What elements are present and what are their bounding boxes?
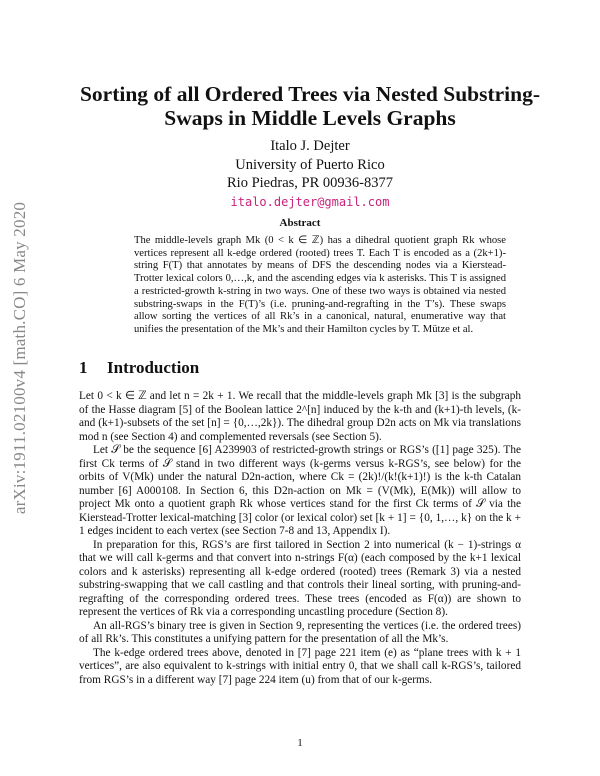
introduction-body [79, 390, 521, 687]
abstract-heading: Abstract [279, 217, 321, 229]
paragraph: The k-edge ordered trees above, denoted in [7] page 221 item (e) as “plane trees with k + 1 vertices”, are also equivalent to k-strings with initial entry 0, that we shall call k-RGS’s, tailored from RGS’s in a different way [7] page 224 item (u) from that of our k-germs. [79, 646, 521, 686]
arxiv-identifier-stamp [8, 145, 32, 570]
page-number: 1 [297, 737, 303, 749]
author-address: Rio Piedras, PR 00936-8377 [227, 175, 393, 191]
abstract-text: The middle-levels graph Mk (0 < k ∈ ℤ) has a dihedral quotient graph Rk whose vertices represent all k-edge ordered (rooted) trees T. Each T is encoded as a (2k+1)-string F(T) that annotates by means of DFS the descending nodes via a Kierstead-Trotter lexical colors 0,…,k, and the ascending edges via k asterisks. This T is assigned a restricted-growth k-string in two ways. One of these two ways is obtained via nested substring-swaps in the F(T)’s (i.e. pruning-and-regrafting in the T’s). These swaps allow sorting the vertices of all Rk’s in a canonical, natural, enumerative way that unifies the presentation of the Mk’s and their Hamilton cycles by T. Mütze et al. [134, 235, 506, 335]
author-block [60, 137, 560, 211]
paper-title: Sorting of all Ordered Trees via Nested Substring-Swaps in Middle Levels Graphs [79, 82, 541, 131]
paragraph: An all-RGS’s binary tree is given in Section 9, representing the vertices (i.e. the ordered trees) of all Rk’s. This constitutes a unifying pattern for the presentation of all the Mk’s. [79, 619, 521, 645]
paragraph: Let 0 < k ∈ ℤ and let n = 2k + 1. We recall that the middle-levels graph Mk [3] is the subgraph of the Hasse diagram [5] of the Boolean lattice 2^[n] induced by the k-th and (k+1)-th levels, (k- and (k+1)-subsets of the set [n] = {0,…,2k}). The dihedral group D2n acts on Mk via translations mod n (see Section 4) and complemented reversals (see Section 5). [79, 390, 521, 443]
paragraph: In preparation for this, RGS’s are first tailored in Section 2 into numerical (k − 1)-strings α that we will call k-germs and that convert into n-strings F(α) (each composed by the k+1 lexical colors and k asterisks) representing all k-edge ordered (rooted) trees (Remark 3) via a nested substring-swapping that we call castling and that controls their lineal sorting, with pruning-and-regrafting of the corresponding ordered trees. These trees (encoded as F(α)) are shown to represent the vertices of Rk via a corresponding uncastling procedure (Section 8). [79, 538, 521, 618]
author-name: Italo J. Dejter [270, 138, 350, 154]
section-heading [79, 358, 199, 378]
section-title: Introduction [107, 358, 200, 377]
arxiv-identifier-text: arXiv:1911.02100v4 [math.CO] 6 May 2020 [10, 201, 30, 514]
paragraph: Let 𝒮 be the sequence [6] A239903 of restricted-growth strings or RGS’s ([1] page 325). The first Ck terms of 𝒮 stand in two different ways (k-germs versus k-RGS’s, see below) for the orbits of V(Mk) under the natural D2n-action, where Ck = (2k)!/(k!(k+1)!) is the k-th Catalan number [6] A000108. In Section 6, this D2n-action on Mk = (V(Mk), E(Mk)) will allow to project Mk onto a quotient graph Rk whose vertices stand for the first Ck terms of 𝒮 via the Kierstead-Trotter lexical-matching [3] color (or lexical color) set [k + 1] = {0, 1,…, k} on the k + 1 edges incident to each vertex (see Section 7-8 and 13, Appendix I). [79, 444, 521, 537]
author-affiliation: University of Puerto Rico [235, 156, 385, 173]
section-number: 1 [79, 358, 88, 377]
author-email-link[interactable]: italo.dejter@gmail.com [230, 194, 390, 209]
